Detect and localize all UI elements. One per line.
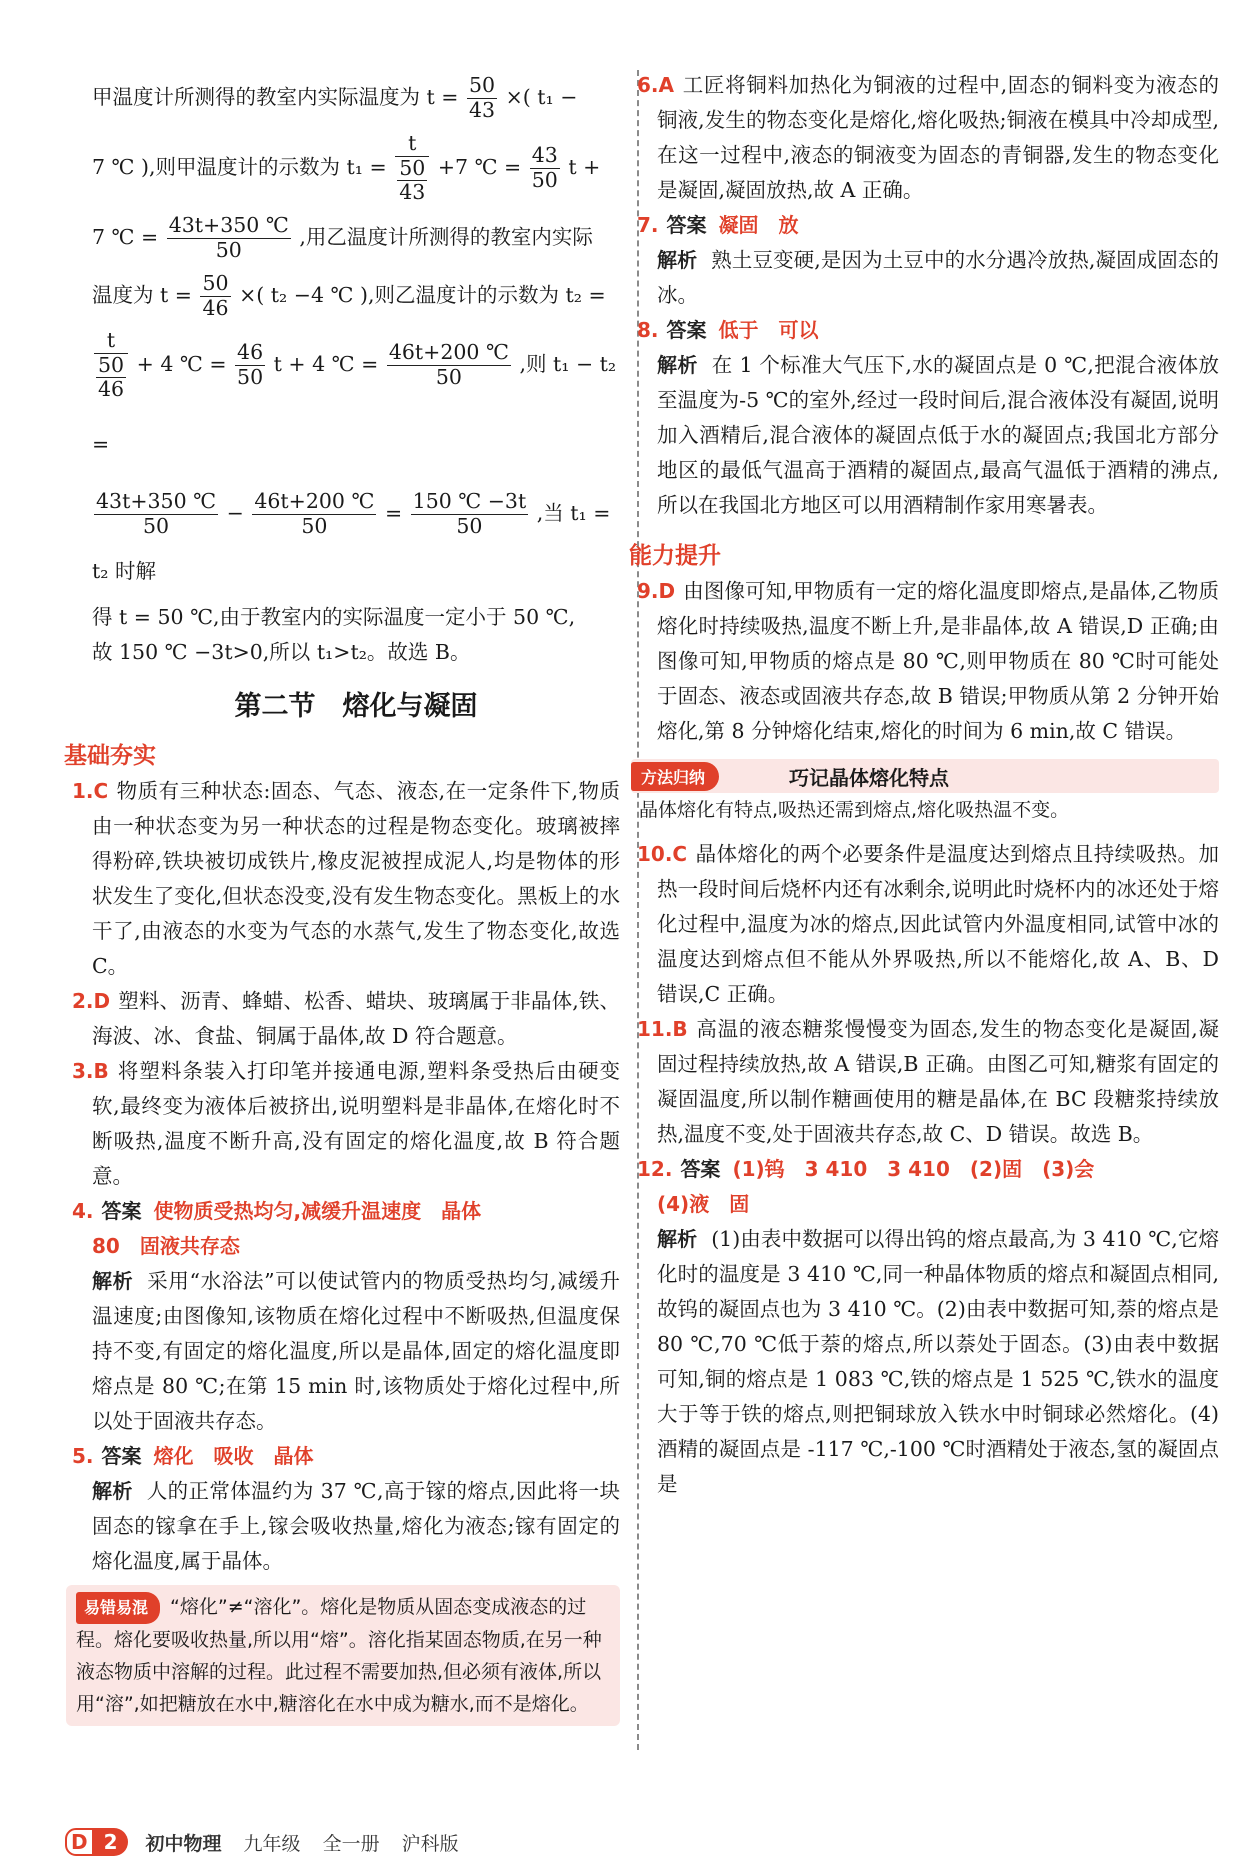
calc-text: t + 4 ℃ = xyxy=(273,352,379,376)
calc-text: 甲温度计所测得的教室内实际温度为 t = xyxy=(92,85,459,109)
fraction: $\frac{50}{46}$ xyxy=(202,271,229,320)
calc-text: ,则 t₁ − t₂ = xyxy=(92,352,617,456)
calc-line-5 xyxy=(92,324,620,484)
calc-text: ×( t₁ − xyxy=(505,85,578,109)
fraction: $\frac{46t+200 ℃}{50}$ xyxy=(388,340,509,389)
calc-line-4 xyxy=(92,266,620,324)
method-title: 巧记晶体熔化特点 xyxy=(789,765,950,790)
fraction: $\frac{43t+350 ℃}{50}$ xyxy=(96,489,217,538)
question-5-answer: 5. 答案 熔化 吸收 晶体 xyxy=(72,1444,314,1468)
question-3: 3.B 将塑料条装入打印笔并接通电源,塑料条受热后由硬变软,最终变为液体后被挤出,说明塑料是非晶体,在熔化时不断吸热,温度不断升高,没有固定的熔化温度,故 B 符合题意。 xyxy=(72,1059,620,1188)
question-9: 9.D 由图像可知,甲物质有一定的熔化温度即熔点,是晶体,乙物质熔化时持续吸热,温度不断上升,是非晶体,故 A 错误,D 正确;由图像可知,甲物质的熔点是 80 ℃,则甲物质在 80 ℃时可能处于固态、液态或固液共存态,故 B 错误;甲物质从第 2 分钟开始熔化,第 8 分钟熔化结束,熔化的时间为 6 min,故 C 错误。 xyxy=(637,579,1219,743)
question-10: 10.C 晶体熔化的两个必要条件是温度达到熔点且持续吸热。加热一段时间后烧杯内还有冰剩余,说明此时烧杯内的冰还处于熔化过程中,温度为冰的熔点,因此试管内外温度相同,试管中冰的温度达到熔点但不能从外界吸热,所以不能熔化,故 A、B、D 错误,C 正确。 xyxy=(637,842,1219,1006)
book-edition: 沪科版 xyxy=(401,1832,459,1855)
method-text: 晶体熔化有特点,吸热还需到熔点,熔化吸热温不变。 xyxy=(639,799,1070,821)
calc-line-6 xyxy=(92,484,620,600)
method-header xyxy=(631,759,1219,793)
calc-line-3 xyxy=(92,208,620,266)
category-heading: 能力提升 xyxy=(629,543,721,569)
fraction: $\frac{43}{50}$ xyxy=(531,143,558,192)
book-volume: 全一册 xyxy=(322,1832,380,1855)
calc-text: t + xyxy=(568,155,601,179)
question-5-analysis: 解析 人的正常体温约为 37 ℃,高于镓的熔点,因此将一块固态的镓拿在手上,镓会吸收热量,熔化为液态;镓有固定的熔化温度,属于晶体。 xyxy=(92,1479,621,1573)
fraction: $\frac{50}{43}$ xyxy=(468,73,496,122)
question-7-answer: 7. 答案 凝固 放 xyxy=(637,213,799,237)
calc-line-8: 故 150 ℃ −3t>0,所以 t₁>t₂。故选 B。 xyxy=(92,640,471,664)
category-heading: 基础夯实 xyxy=(64,743,156,769)
method-box xyxy=(631,759,1219,827)
question-12-analysis: 解析 (1)由表中数据可以得出钨的熔点最高,为 3 410 ℃,它熔化时的温度是 3 410 ℃,同一种晶体物质的熔点和凝固点相同,故钨的凝固点也为 3 410 ℃。(2)由表中数据可知,萘的熔点是 80 ℃,70 ℃低于萘的熔点,所以萘处于固态。(3)由表中数据可知,铜的熔点是 1 083 ℃,铁的熔点是 1 525 ℃,铁水的温度大于等于铁的熔点,则把铜球放入铁水中时铜球必然熔化。(4)酒精的凝固点是 -117 ℃,-100 ℃时酒精处于液态,氢的凝固点是 xyxy=(657,1227,1220,1496)
calc-line-2 xyxy=(92,126,620,208)
calc-text: 7 ℃ ),则甲温度计的示数为 t₁ = xyxy=(92,155,387,179)
footer-letter: D xyxy=(65,1828,94,1856)
calc-text: 7 ℃ = xyxy=(92,225,159,249)
question-6: 6.A 工匠将铜料加热化为铜液的过程中,固态的铜料变为液态的铜液,发生的物态变化是熔化,熔化吸热;铜液在模具中冷却成型,在这一过程中,液态的铜液变为固态的青铜器,发生的物态变化是凝固,凝固放热,故 A 正确。 xyxy=(637,73,1219,202)
calc-line-1 xyxy=(92,68,620,126)
calc-text: ,当 t₁ = t₂ 时解 xyxy=(92,501,611,583)
question-2: 2.D 塑料、沥青、蜂蜡、松香、蜡块、玻璃属于非晶体,铁、海波、冰、食盐、铜属于晶体,故 D 符合题意。 xyxy=(72,989,620,1048)
question-4-answer: 4. 答案 使物质受热均匀,减缓升温速度 晶体 80 固液共存态 xyxy=(72,1199,482,1258)
calc-text: +7 ℃ = xyxy=(437,155,522,179)
question-1: 1.C 物质有三种状态:固态、气态、液态,在一定条件下,物质由一种状态变为另一种状态的过程是物态变化。玻璃被摔得粉碎,铁块被切成铁片,橡皮泥被捏成泥人,均是物体的形状发生了变化,但状态没变,没有发生物态变化。黑板上的水干了,由液态的水变为气态的水蒸气,发生了物态变化,故选 C。 xyxy=(72,779,620,978)
question-8-analysis: 解析 在 1 个标准大气压下,水的凝固点是 0 ℃,把混合液体放至温度为-5 ℃的室外,经过一段时间后,混合液体没有凝固,说明加入酒精后,混合液体的凝固点低于水的凝固点;我国北方部分地区的最低气温高于酒精的凝固点,最高气温低于酒精的沸点,所以在我国北方地区可以用酒精制作家用寒暑表。 xyxy=(657,353,1220,517)
fraction: $\frac{150 ℃ -3t}{50}$ xyxy=(412,489,527,538)
page-footer xyxy=(65,1828,459,1856)
tip-text: “熔化”≠“溶化”。熔化是物质从固态变成液态的过程。熔化要吸收热量,所以用“熔”。溶化指某固态物质,在另一种液态物质中溶解的过程。此过程不需要加热,但必须有液体,所以用“溶”,如把糖放在水中,糖溶化在水中成为糖水,而不是熔化。 xyxy=(76,1596,602,1715)
tip-tag: 易错易混 xyxy=(76,1592,160,1624)
question-8-answer: 8. 答案 低于 可以 xyxy=(637,318,819,342)
fraction: $\frac{46}{50}$ xyxy=(237,340,264,389)
book-grade: 九年级 xyxy=(243,1832,301,1855)
calc-text: ×( t₂ −4 ℃ ),则乙温度计的示数为 t₂ = xyxy=(239,283,606,307)
book-subject: 初中物理 xyxy=(145,1832,222,1855)
method-tag: 方法归纳 xyxy=(631,762,719,791)
question-12-answer: 12. 答案 (1)钨 3 410 3 410 (2)固 (3)会 (4)液 固 xyxy=(637,1157,1095,1216)
fraction: $\frac{t}{\frac{50}{43}}$ xyxy=(395,132,429,205)
section-title: 第二节 熔化与凝固 xyxy=(234,691,478,722)
calc-text: − xyxy=(226,501,244,525)
calc-text: = xyxy=(384,501,403,525)
question-7-analysis: 解析 熟土豆变硬,是因为土豆中的水分遇冷放热,凝固成固态的冰。 xyxy=(657,248,1220,307)
fraction: $\frac{t}{\frac{50}{46}}$ xyxy=(94,329,128,402)
fraction: $\frac{43t+350 ℃}{50}$ xyxy=(168,213,289,262)
calc-line-7: 得 t = 50 ℃,由于教室内的实际温度一定小于 50 ℃, xyxy=(92,605,576,629)
question-4-analysis: 解析 采用“水浴法”可以使试管内的物质受热均匀,减缓升温速度;由图像知,该物质在熔化过程中不断吸热,但温度保持不变,有固定的熔化温度,所以是晶体,固定的熔化温度即熔点是 80 ℃;在第 15 min 时,该物质处于熔化过程中,所以处于固液共存态。 xyxy=(92,1269,620,1433)
question-11: 11.B 高温的液态糖浆慢慢变为固态,发生的物态变化是凝固,凝固过程持续放热,故 A 错误,B 正确。由图乙可知,糖浆有固定的凝固温度,所以制作糖画使用的糖是晶体,在 BC 段糖浆持续放热,温度不变,处于固液共存态,故 C、D 错误。故选 B。 xyxy=(637,1017,1219,1146)
page-number: 2 xyxy=(94,1828,128,1856)
calc-text: 温度为 t = xyxy=(92,283,192,307)
right-column xyxy=(629,68,1220,1502)
fraction: $\frac{46t+200 ℃}{50}$ xyxy=(254,489,375,538)
calc-text: + 4 ℃ = xyxy=(136,352,227,376)
tip-box xyxy=(66,1585,620,1726)
left-column xyxy=(64,68,621,1732)
calc-text: ,用乙温度计所测得的教室内实际 xyxy=(299,225,593,249)
